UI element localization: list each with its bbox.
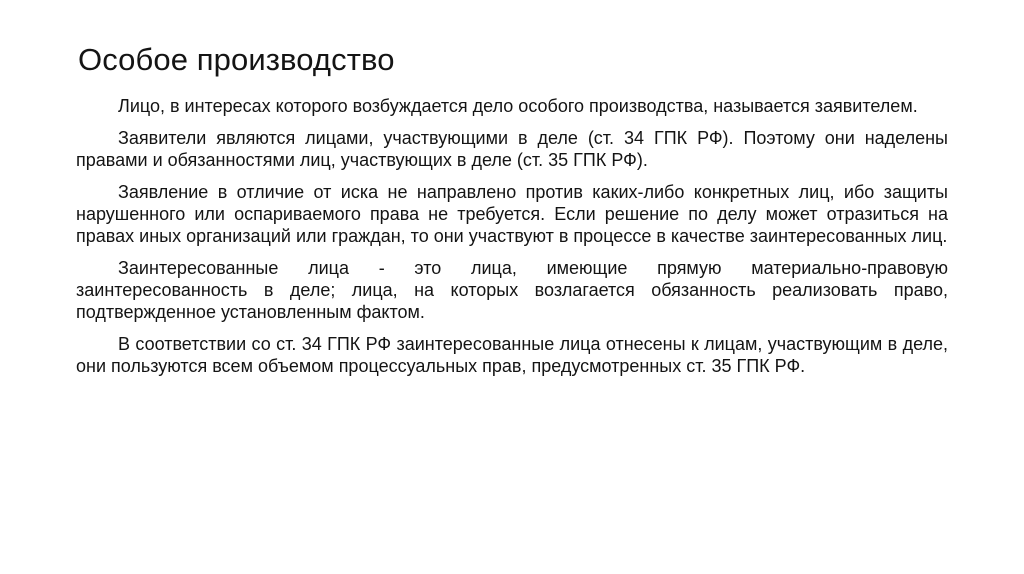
slide-body bbox=[76, 95, 948, 387]
paragraph-interested-persons-rights: В соответствии со ст. 34 ГПК РФ заинтересованные лица отнесены к лицам, участвующим в деле, они пользуются всем объемом процессуальных прав, предусмотренных ст. 35 ГПК РФ. bbox=[76, 334, 948, 376]
paragraph-applicants-participants: Заявители являются лицами, участвующими в деле (ст. 34 ГПК РФ). Поэтому они наделены правами и обязанностями лиц, участвующих в деле (ст. 35 ГПК РФ). bbox=[76, 128, 948, 170]
slide-title: Особое производство bbox=[78, 42, 395, 77]
paragraph-application-vs-claim: Заявление в отличие от иска не направлено против каких-либо конкретных лиц, ибо защиты нарушенного или оспариваемого права не требуется. Если решение по делу может отразиться на правах иных организаций или граждан, то они участвуют в процессе в качестве заинтересованных лиц. bbox=[76, 182, 948, 246]
paragraph-applicant-definition: Лицо, в интересах которого возбуждается дело особого производства, называется заявителем. bbox=[118, 96, 918, 116]
paragraph-interested-persons: Заинтересованные лица - это лица, имеющие прямую материально-правовую заинтересованность в деле; лица, на которых возлагается обязанность реализовать право, подтвержденное установленным фактом. bbox=[76, 258, 948, 322]
